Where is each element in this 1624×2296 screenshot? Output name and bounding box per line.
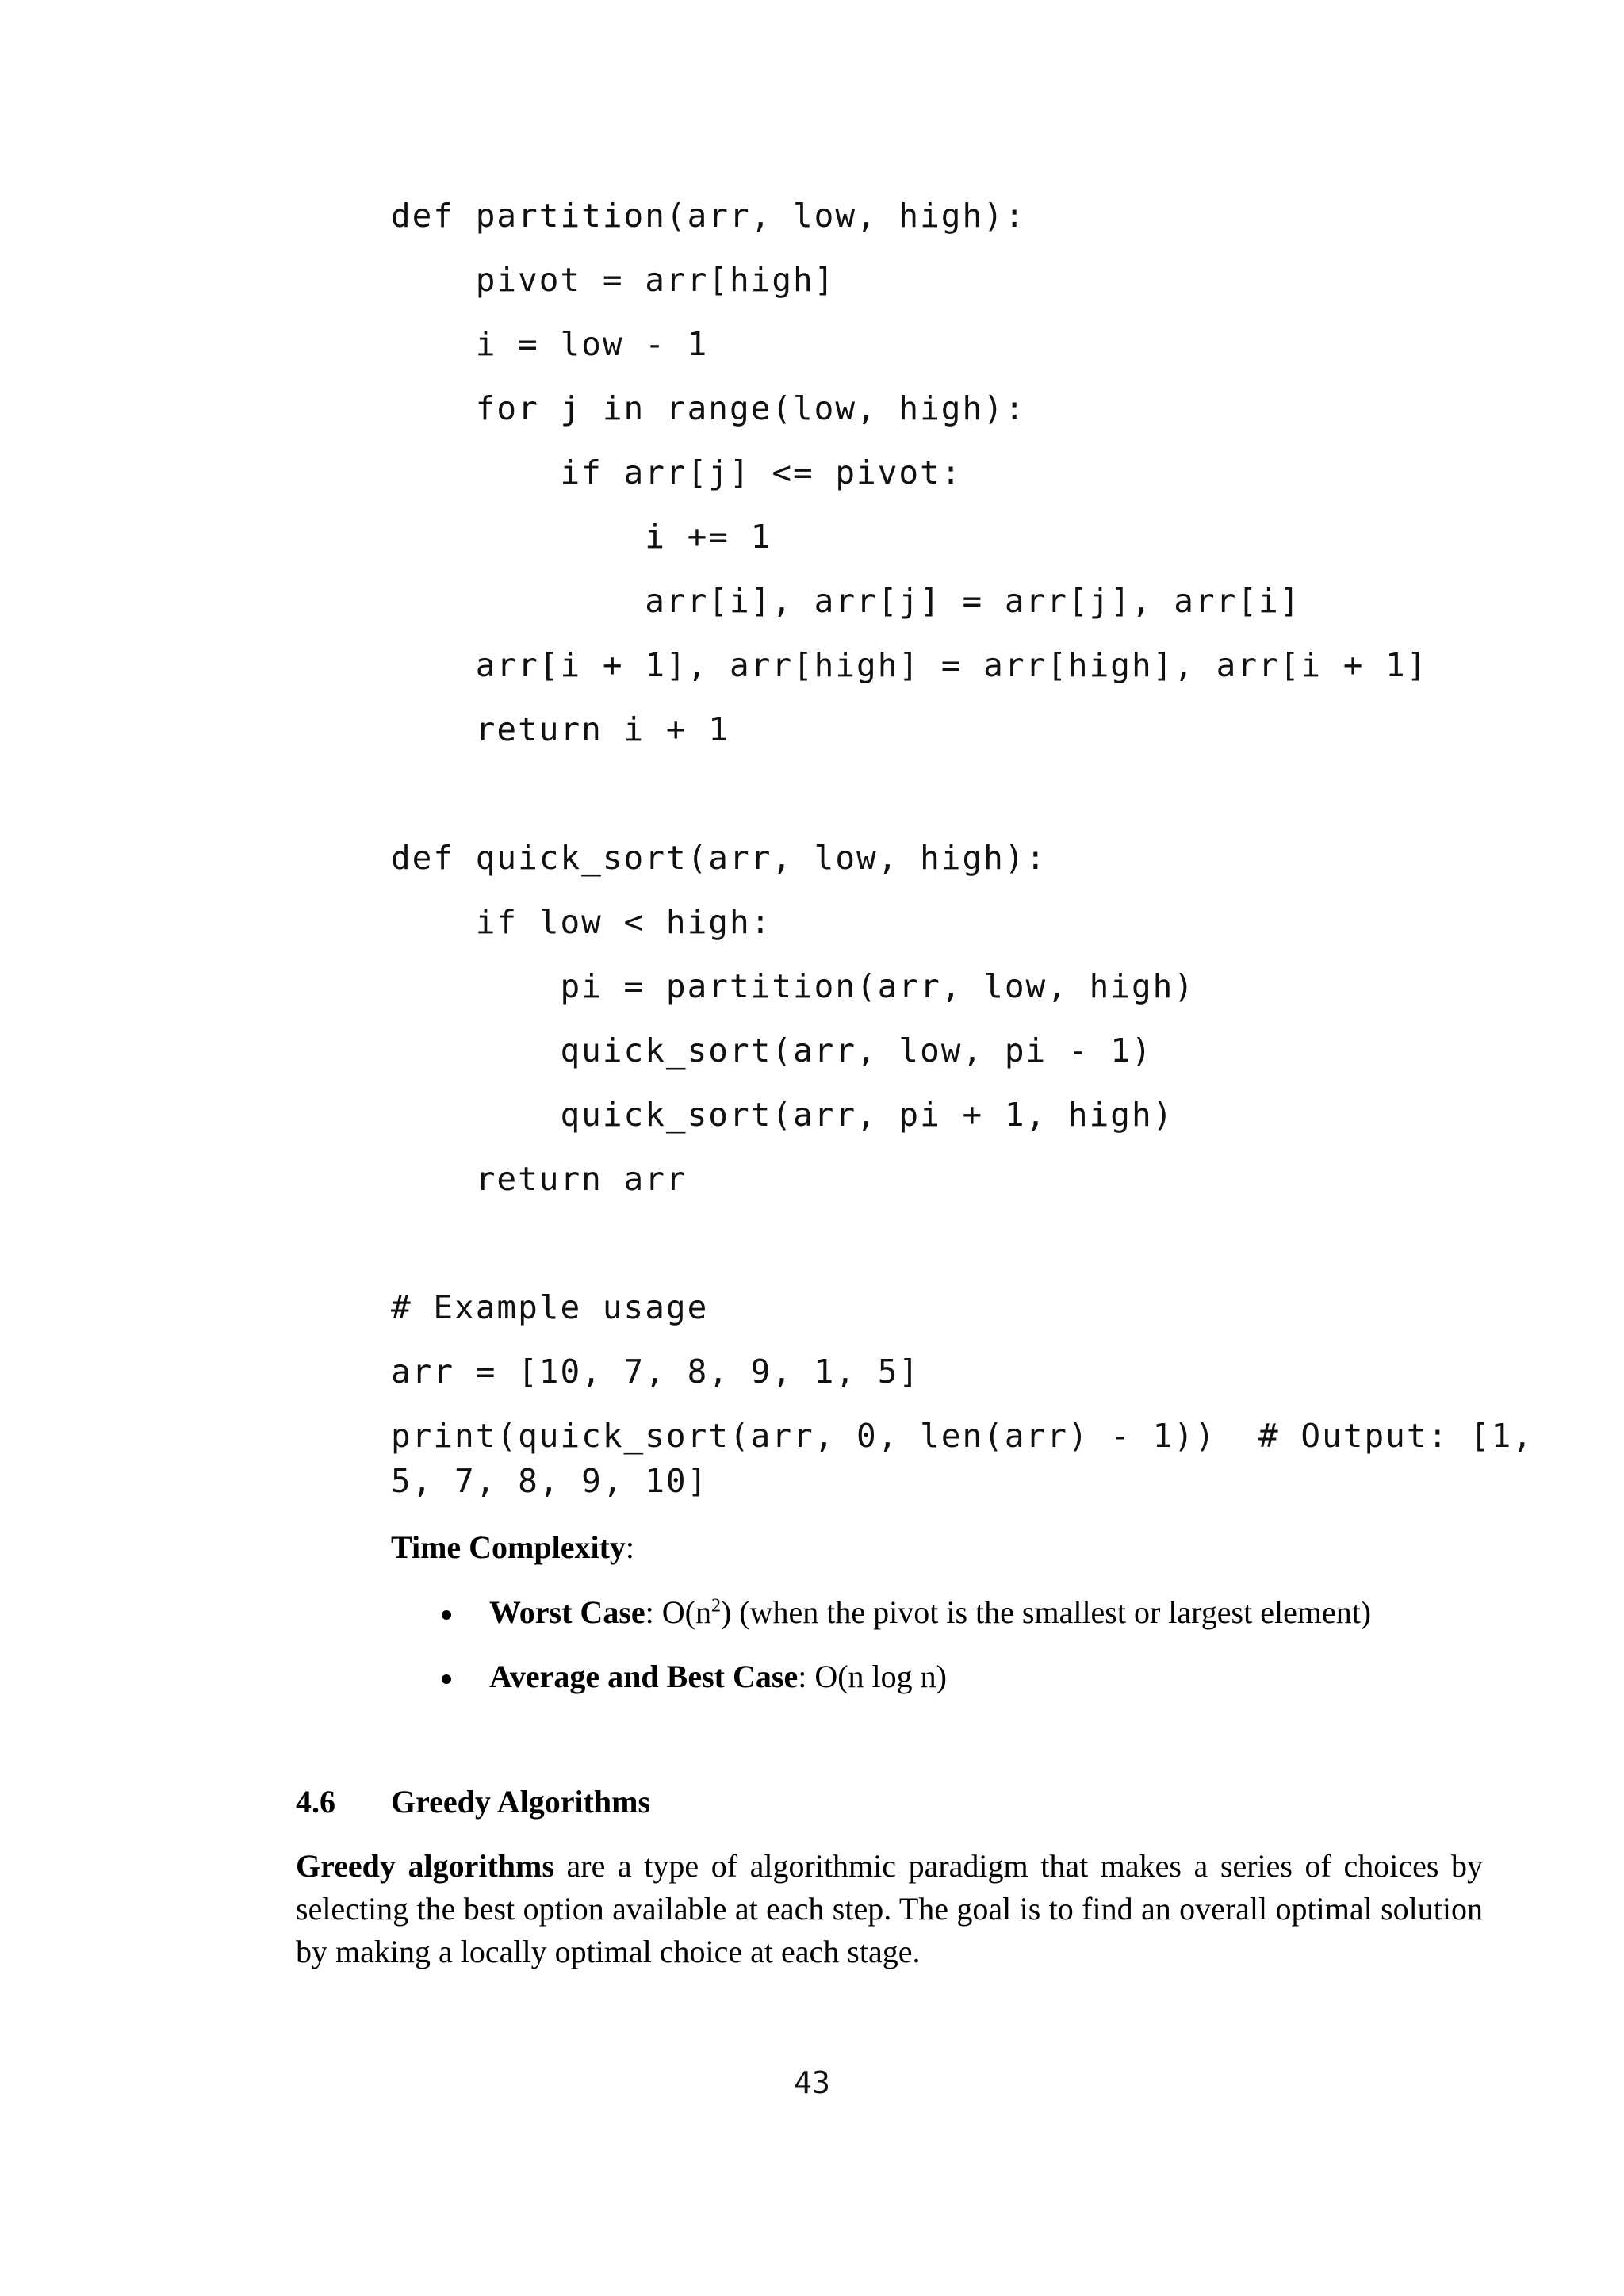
section-title: Greedy Algorithms — [391, 1784, 651, 1820]
code-comment: # Example usage — [391, 1288, 709, 1326]
code-line: pivot = arr[high] — [391, 261, 836, 299]
code-line: if arr[j] <= pivot: — [391, 453, 963, 492]
worst-case-prefix: : O(n — [645, 1594, 711, 1630]
paragraph-body: are a type of algorithmic paradigm that makes a series of choices by selecting the best option available at each step. The goal is to find an overall optimal solution by making a locally optimal choice at each stage. — [296, 1848, 1483, 1969]
page-number: 43 — [794, 2065, 830, 2100]
code-line: 5, 7, 8, 9, 10] — [391, 1462, 709, 1500]
code-line: def partition(arr, low, high): — [391, 197, 1026, 235]
bullet-icon — [442, 1610, 451, 1620]
code-line: i += 1 — [391, 518, 772, 556]
code-line: quick_sort(arr, pi + 1, high) — [391, 1096, 1174, 1134]
section-paragraph — [296, 1845, 1483, 1973]
bullet-icon — [442, 1674, 451, 1684]
average-case-label: Average and Best Case — [489, 1659, 799, 1694]
complexity-heading-colon: : — [625, 1529, 635, 1565]
code-line: arr = [10, 7, 8, 9, 1, 5] — [391, 1353, 921, 1391]
complexity-heading-label: Time Complexity — [391, 1529, 626, 1565]
code-line: return arr — [391, 1160, 688, 1198]
code-line: arr[i], arr[j] = arr[j], arr[i] — [391, 582, 1301, 620]
worst-case-exponent: 2 — [710, 1595, 721, 1617]
complexity-heading — [391, 1526, 634, 1569]
code-line: if low < high: — [391, 903, 772, 941]
code-line: def quick_sort(arr, low, high): — [391, 839, 1048, 877]
worst-case-suffix: ) (when the pivot is the smallest or largest element) — [720, 1594, 1372, 1630]
code-line: print(quick_sort(arr, 0, len(arr) - 1)) # Output: [1, — [391, 1417, 1534, 1455]
code-line: for j in range(low, high): — [391, 389, 1026, 427]
list-item-worst-case — [489, 1591, 1371, 1634]
average-case-text: : O(n log n) — [798, 1659, 947, 1694]
code-line: return i + 1 — [391, 710, 730, 748]
code-line: arr[i + 1], arr[high] = arr[high], arr[i + 1] — [391, 646, 1428, 684]
worst-case-label: Worst Case — [489, 1594, 645, 1630]
paragraph-lead: Greedy algorithms — [296, 1848, 554, 1884]
code-line: quick_sort(arr, low, pi - 1) — [391, 1031, 1153, 1070]
section-number: 4.6 — [296, 1784, 335, 1820]
code-line: pi = partition(arr, low, high) — [391, 967, 1195, 1005]
code-line: i = low - 1 — [391, 325, 709, 363]
list-item-average-case — [489, 1655, 947, 1698]
